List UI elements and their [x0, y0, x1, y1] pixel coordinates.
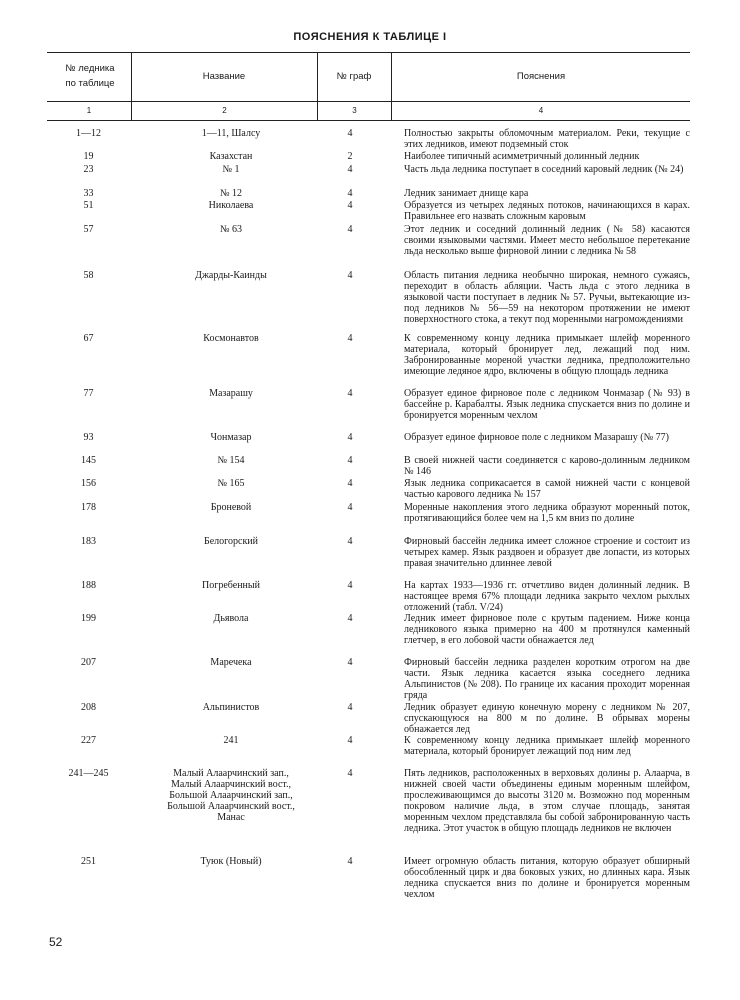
column-number-2: 2 [222, 106, 227, 115]
page-title: ПОЯСНЕНИЯ К ТАБЛИЦЕ I [293, 31, 447, 43]
glacier-name: Большой Алаарчинский зап., [169, 790, 293, 801]
page-number: 52 [49, 935, 63, 949]
glacier-number: 67 [83, 333, 94, 344]
glacier-name: 1—11, Шалсу [201, 128, 261, 139]
graph-number: 4 [347, 856, 353, 867]
explanation: Фирновый бассейн ледника имеет сложное строение и состоит из четырех камер. Язык раздвоен и образует две лопасти, из которых правая значительно длиннее левой [404, 536, 690, 569]
glacier-number: 241—245 [68, 768, 109, 779]
glacier-name: Мазарашу [209, 388, 253, 399]
graph-number: 4 [347, 128, 353, 139]
glacier-number: 58 [83, 270, 94, 281]
glacier-number: 19 [83, 151, 94, 162]
explanation: Пять ледников, расположенных в верховьях долины р. Алаарча, в нижней своей части объединены единым моренным шлейфом, прослеживающимся до высоты 3120 м. Возможно под моренным покровом наличие льда, в этом случае площадь, занятая моренным чехлом представляла бы собой забронированную часть ледника. Этот участок в общую площадь ледников не включен [404, 768, 690, 834]
glacier-number: 93 [83, 432, 94, 443]
graph-number: 4 [347, 270, 353, 281]
header-top-rule [47, 52, 690, 53]
header-name: Название [202, 71, 246, 82]
glacier-number: 178 [81, 502, 96, 513]
graph-number: 4 [347, 200, 353, 211]
glacier-number: 207 [81, 657, 96, 668]
graph-number: 4 [347, 188, 353, 199]
explanation: Образуется из четырех ледяных потоков, начинающихся в карах. Правильнее его назвать сложным каровым [404, 200, 690, 222]
glacier-name: № 12 [219, 188, 243, 199]
glacier-number: 156 [81, 478, 96, 489]
graph-number: 4 [347, 388, 353, 399]
explanation: Язык ледника соприкасается в самой нижней части с концевой частью карового ледника № 157 [404, 478, 690, 500]
graph-number: 4 [347, 333, 353, 344]
explanation: Фирновый бассейн ледника разделен коротким отрогом на две части. Язык ледника касается языка соседнего ледника Альпинистов (№ 208). По границе их касания проходит моренная гряда [404, 657, 690, 701]
glacier-name: Броневой [210, 502, 252, 513]
graph-number: 4 [347, 164, 353, 175]
glacier-name: Манас [217, 812, 245, 823]
glacier-name: Туюк (Новый) [200, 856, 262, 867]
graph-number: 2 [347, 151, 353, 162]
explanation: К современному концу ледника примыкает шлейф моренного материала, который бронирует лед, лежащий под ним. Забронированные мореной участки ледника, предположительно имеющие ледяное ядро, включены в общую площадь ледника [404, 333, 690, 377]
glacier-number: 227 [81, 735, 96, 746]
graph-number: 4 [347, 613, 353, 624]
header-glacier-number: № ледника по таблице [65, 63, 115, 89]
glacier-name: Большой Алаарчинский вост., [167, 801, 295, 812]
glacier-number: 57 [83, 224, 94, 235]
glacier-name: Дьявола [213, 613, 249, 624]
glacier-number: 208 [81, 702, 96, 713]
glacier-number: 183 [81, 536, 96, 547]
glacier-number: 77 [83, 388, 94, 399]
explanation: К современному концу ледника примыкает шлейф моренного материала, который бронирует лежащий под ним лед [404, 735, 690, 757]
column-number-4: 4 [538, 106, 544, 115]
graph-number: 4 [347, 455, 353, 466]
glacier-name: Погребенный [202, 580, 260, 591]
explanation: Моренные накопления этого ледника образуют моренный поток, протягивающийся более чем на 1,5 км вниз по долине [404, 502, 690, 524]
glacier-name: Малый Алаарчинский вост., [170, 779, 291, 790]
explanation: Ледник занимает днище кара [404, 188, 529, 199]
glacier-name: 241 [223, 735, 239, 746]
glacier-number: 188 [81, 580, 96, 591]
explanation: В своей нижней части соединяется с карово-долинным ледником № 146 [404, 455, 690, 477]
glacier-number: 33 [83, 188, 94, 199]
explanation: Этот ледник и соседний долинный ледник (№ 58) касаются своими языковыми частями. Имеет место небольшое перетекание льда несколько выше фирновой линии с ледника № 58 [404, 224, 690, 257]
glacier-name: № 1 [222, 164, 240, 175]
glacier-name: Казахстан [209, 151, 253, 162]
glacier-name: Маречека [210, 657, 252, 668]
explanation: На картах 1933—1936 гг. отчетливо виден долинный ледник. В настоящее время 67% площади ледника закрыто чехлом рыхлых отложений (табл. V/24) [404, 580, 690, 613]
column-number-1: 1 [86, 106, 92, 115]
explanation: Образует единое фирновое поле с ледником Чонмазар (№ 93) в бассейне р. Карабалты. Язык ледника спускается вниз по долине и бронируется моренным чехлом [404, 388, 690, 421]
graph-number: 4 [347, 478, 353, 489]
column-number-3: 3 [352, 106, 357, 115]
glacier-number: 1—12 [76, 128, 101, 139]
glacier-name: № 165 [217, 478, 245, 489]
explanation: Имеет огромную область питания, которую образует обширный обособленный цирк и два боковых узких, но длинных кара. Язык ледника спускается вниз по долине и бронируется моренным чехлом [404, 856, 690, 900]
glacier-name: № 154 [217, 455, 245, 466]
explanation: Образует единое фирновое поле с ледником Мазарашу (№ 77) [404, 432, 669, 443]
explanation: Часть льда ледника поступает в соседний каровый ледник (№ 24) [404, 164, 684, 175]
explanation: Полностью закрыты обломочным материалом. Реки, текущие с этих ледников, имеют подземный сток [404, 128, 690, 150]
graph-number: 4 [347, 432, 353, 443]
graph-number: 4 [347, 768, 353, 779]
glacier-number: 251 [81, 856, 96, 867]
graph-number: 4 [347, 735, 353, 746]
glacier-name: Николаева [208, 200, 254, 211]
glacier-name: Чонмазар [210, 432, 252, 443]
graph-number: 4 [347, 580, 353, 591]
glacier-name: Джарды-Каинды [195, 270, 267, 281]
glacier-name: Альпинистов [202, 702, 260, 713]
explanation: Наиболее типичный асимметричный долинный ледник [404, 151, 640, 162]
header-explanations: Пояснения [516, 71, 566, 82]
glacier-number: 23 [83, 164, 94, 175]
glacier-name: Космонавтов [203, 333, 259, 344]
explanation: Ледник образует единую конечную морену с ледником № 207, спускающуюся на 800 м по долине. В обрывах морены обнажается лед [404, 702, 690, 735]
glacier-number: 199 [81, 613, 96, 624]
graph-number: 4 [347, 536, 353, 547]
header-graph-number: № граф [336, 71, 372, 82]
glacier-name: Белогорский [203, 536, 259, 547]
header-bottom-rule [47, 120, 690, 121]
explanation: Область питания ледника необычно широкая, немного сужаясь, переходит в область абляции. Часть льда с этого ледника в языковой части поступает в ледник № 57. Ручьи, вытекающие из-под ледников № 56—59 на некотором протяжении не имеют поверхностного стока, а текут под моренными нагромождениями [404, 270, 690, 325]
graph-number: 4 [347, 702, 353, 713]
graph-number: 4 [347, 224, 353, 235]
table-header [47, 52, 690, 122]
glacier-name: № 63 [219, 224, 243, 235]
graph-number: 4 [347, 657, 353, 668]
glacier-number: 51 [83, 200, 94, 211]
glacier-number: 145 [81, 455, 96, 466]
graph-number: 4 [347, 502, 353, 513]
glacier-name: Малый Алаарчинский зап., [173, 768, 289, 779]
explanation: Ледник имеет фирновое поле с крутым падением. Ниже конца ледникового языка примерно на 400 м протянулся каменный глетчер, в его лобовой части обнажается лед [404, 613, 690, 646]
header-mid-rule [47, 101, 690, 102]
